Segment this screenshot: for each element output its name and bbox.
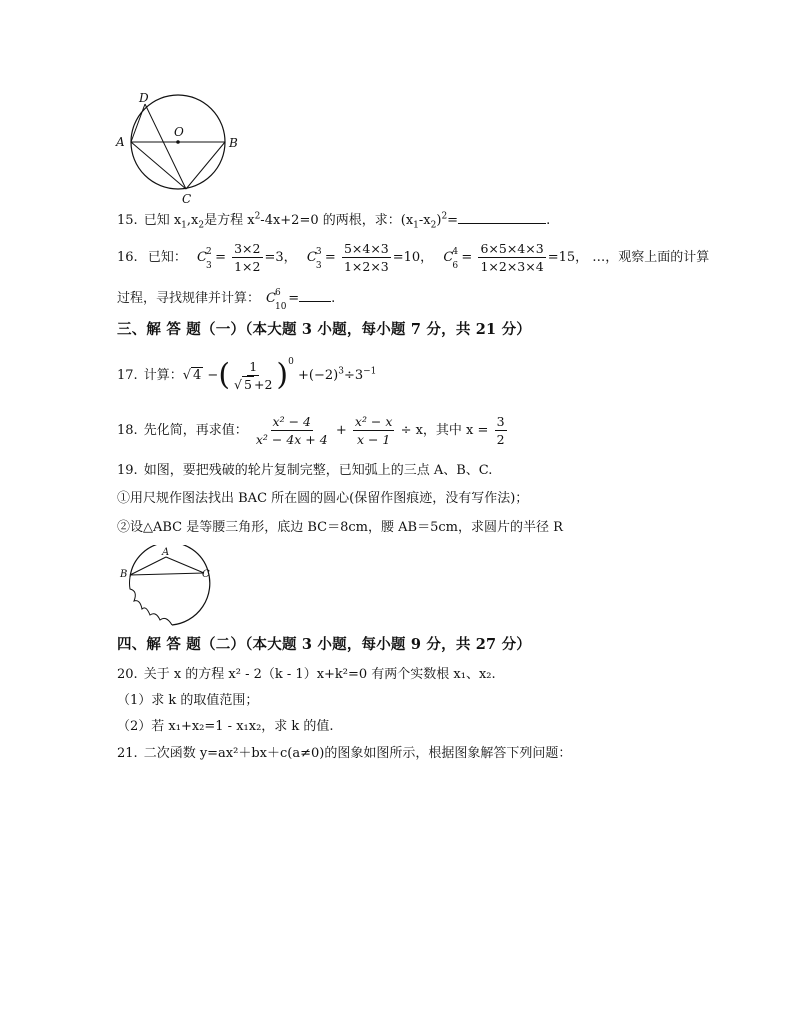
question-18: 18. 先化简，再求值： $\frac{\text{x² − 4}}{\text{x² − 4x + 4}}$ + $\frac{\text{x² − x}}{x - 1}$ ÷ x，其中 x = $\frac{3}{2}$ [117,414,505,447]
question-16: 16. 已知： C 2 3 = $\frac{3\times 2}{1\times 2}$ =3， C 3 3 = $\frac{5\times 4\times 3}{1\times 2\times 3}$ =10， C 4 6 = $\frac{6\times 5\times 4\times 3}{1\times 2\times 3\times 4}$ =15， …，观察上面的计算 [117,241,710,274]
wheel-arc [130,545,210,625]
segment-ac [131,142,186,189]
label-a: A [162,547,170,558]
question-20-part1: （1）求 k 的取值范围； [117,693,259,708]
question-20-part2: （2）若 x₁+x₂=1 - x₁x₂，求 k 的值. [117,719,334,734]
fraction-3: $\frac{6\times 5\times 4\times 3}{1\times 2\times 3\times 4}$ [480,241,544,274]
combination-c64: C 4 6 [443,247,459,271]
fraction-17: $\frac{1}{√ 5 +2}$ [234,359,273,392]
question-17: 17. 计算：√ 4 −( $\frac{1}{√ 5 +2}$ )$^0 +(-2)^3\div 3^{-1}$ [117,356,377,393]
fraction-2: $\frac{5\times 4\times 3}{1\times 2\times 3}$ [343,241,389,274]
circle-geometry-figure [112,88,252,208]
answer-blank-16[interactable] [299,300,331,302]
label-b: B [229,136,238,150]
fraction-18c: $\frac{3}{2}$ [496,414,505,447]
section-3-heading: 三、解 答 题（一）（本大题 3 小题，每小题 7 分，共 21 分） [117,321,531,338]
fraction-18b: $\frac{\text{x² − x}}{x - 1}$ [354,414,393,447]
segment-ac [166,557,204,573]
label-a: A [116,135,125,149]
question-15: 15. 已知 $x_1,x_2$是方程 $x^2-4x+2=0$ 的两根，求：$(x_1-x_2)^2=$ . [117,211,551,231]
question-19-part1: ①用尺规作图法找出 BAC 所在圆的圆心(保留作图痕迹，没有写作法)； [117,491,529,506]
fraction-1: $\frac{3\times 2}{1\times 2}$ [234,241,261,274]
question-16-line2: 过程，寻找规律并计算： C 6 10 = . [117,288,336,312]
label-d: D [139,91,149,105]
label-b: B [120,569,128,580]
combination-c32: C 2 3 [196,247,212,271]
question-19: 19. 如图，要把残破的轮片复制完整，已知弧上的三点 A、B、C. [117,463,493,478]
segment-ad [131,104,145,142]
center-point [176,140,180,144]
label-o: O [174,125,184,139]
question-19-part2: ②设△ABC 是等腰三角形，底边 BC＝8cm，腰 AB＝5cm，求圆片的半径 R [117,520,563,535]
answer-blank-15[interactable] [458,222,546,224]
combination-c33: C 3 3 [306,247,322,271]
fraction-18a: $\frac{\text{x² − 4}}{\text{x² − 4x + 4}}$ [255,414,328,447]
question-20: 20. 关于 x 的方程 x² - 2（k - 1）x+k²=0 有两个实数根 x₁、x₂. [117,667,496,682]
question-21: 21. 二次函数 y=ax²＋bx＋c(a≠0)的图象如图所示，根据图象解答下列问题： [117,746,572,761]
section-4-heading: 四、解 答 题（二）（本大题 3 小题，每小题 9 分，共 27 分） [117,636,531,653]
combination-c106: C 6 10 [266,288,287,312]
segment-dc [145,104,186,189]
broken-wheel-figure [112,545,222,630]
label-c: C [202,569,210,580]
label-c: C [182,192,192,206]
segment-ba [130,557,166,575]
segment-bc [130,573,204,575]
broken-edge [130,577,173,625]
